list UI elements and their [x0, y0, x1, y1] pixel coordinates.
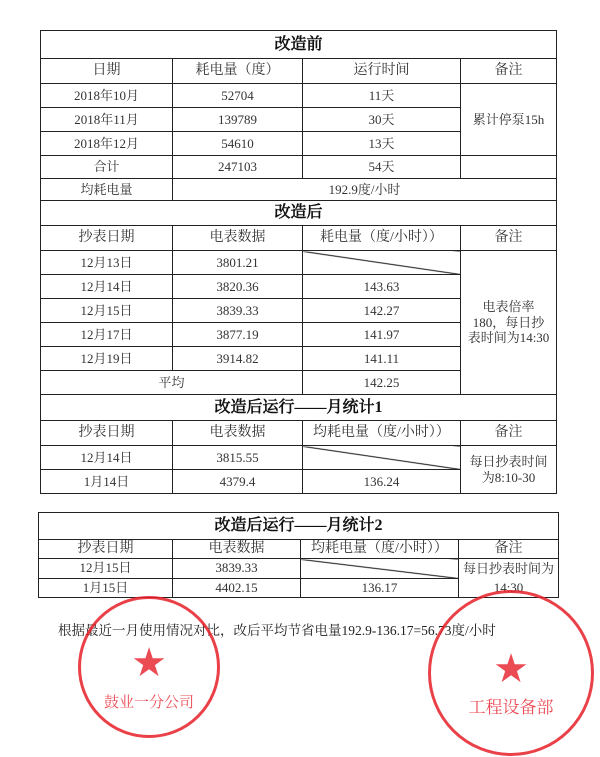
cell-rate: 141.97	[303, 323, 461, 347]
diagonal-cell	[303, 446, 461, 470]
cell-meter: 3820.36	[173, 275, 303, 299]
month2-title: 改造后运行——月统计2	[39, 513, 559, 540]
conclusion-text: 根据最近一月使用情况对比，改后平均节省电量192.9-136.17=56.73度/小时	[58, 623, 496, 638]
star-icon: ★	[131, 639, 167, 685]
cell-meter: 3839.33	[173, 559, 301, 579]
header-runtime: 运行时间	[303, 59, 461, 84]
cell-date: 1月14日	[41, 470, 173, 494]
left-seal-text: 鼓业一分公司	[103, 695, 194, 711]
cell-meter: 3914.82	[173, 347, 303, 371]
star-icon: ★	[493, 645, 529, 691]
cell-rate: 141.11	[303, 347, 461, 371]
cell-date: 1月15日	[39, 578, 173, 598]
cell-rate: 142.27	[303, 299, 461, 323]
header-rate: 均耗电量（度/小时））	[301, 540, 459, 559]
cell-rate: 136.17	[301, 578, 459, 598]
header-note: 备注	[461, 421, 557, 446]
avg-label: 均耗电量	[41, 179, 173, 201]
cell-rate: 136.24	[303, 470, 461, 494]
cell-date: 12月19日	[41, 347, 173, 371]
cell-meter: 4379.4	[173, 470, 303, 494]
header-kwh: 耗电量（度）	[173, 59, 303, 84]
header-note: 备注	[459, 540, 559, 559]
after-avg-label: 平均	[41, 371, 303, 395]
cell-date: 2018年11月	[41, 108, 173, 132]
after-note: 电表倍率180，每日抄表时间为14:30	[461, 251, 557, 395]
header-date: 抄表日期	[41, 421, 173, 446]
cell-date: 12月15日	[39, 559, 173, 579]
header-date: 抄表日期	[39, 540, 173, 559]
diagonal-cell	[301, 559, 459, 579]
header-meter: 电表数据	[173, 540, 301, 559]
header-note: 备注	[461, 226, 557, 251]
right-seal-stamp	[428, 590, 594, 756]
cell-meter: 3815.55	[173, 446, 303, 470]
cell-date: 2018年10月	[41, 84, 173, 108]
header-note: 备注	[461, 59, 557, 84]
after-title: 改造后	[41, 201, 557, 226]
left-seal-stamp	[78, 596, 220, 738]
cell-date: 12月14日	[41, 275, 173, 299]
month2-note: 每日抄表时间为14:30	[459, 559, 559, 598]
month1-title: 改造后运行——月统计1	[41, 395, 557, 421]
cell-date: 2018年12月	[41, 132, 173, 156]
total-label: 合计	[41, 156, 173, 179]
right-seal-text: 工程设备部	[468, 698, 554, 717]
diagonal-cell	[303, 251, 461, 275]
cell-runtime: 11天	[303, 84, 461, 108]
cell-meter: 3801.21	[173, 251, 303, 275]
header-rate: 均耗电量（度/小时））	[303, 421, 461, 446]
before-note: 累计停泵15h	[461, 84, 557, 156]
avg-value: 192.9度/小时	[173, 179, 557, 201]
cell-date: 12月14日	[41, 446, 173, 470]
cell-kwh: 52704	[173, 84, 303, 108]
total-kwh: 247103	[173, 156, 303, 179]
cell-meter: 4402.15	[173, 578, 301, 598]
cell-runtime: 30天	[303, 108, 461, 132]
before-title: 改造前	[41, 31, 557, 59]
cell-runtime: 13天	[303, 132, 461, 156]
header-date: 抄表日期	[41, 226, 173, 251]
cell-kwh: 139789	[173, 108, 303, 132]
cell-rate: 143.63	[303, 275, 461, 299]
header-rate: 耗电量（度/小时））	[303, 226, 461, 251]
empty-cell	[461, 156, 557, 179]
header-date: 日期	[41, 59, 173, 84]
month2-table	[38, 512, 559, 598]
cell-date: 12月17日	[41, 323, 173, 347]
total-runtime: 54天	[303, 156, 461, 179]
cell-meter: 3839.33	[173, 299, 303, 323]
cell-date: 12月13日	[41, 251, 173, 275]
after-avg-value: 142.25	[303, 371, 461, 395]
month1-note: 每日抄表时间为8:10-30	[461, 446, 557, 494]
energy-comparison-table	[40, 30, 557, 494]
header-meter: 电表数据	[173, 421, 303, 446]
cell-date: 12月15日	[41, 299, 173, 323]
header-meter: 电表数据	[173, 226, 303, 251]
cell-meter: 3877.19	[173, 323, 303, 347]
cell-kwh: 54610	[173, 132, 303, 156]
